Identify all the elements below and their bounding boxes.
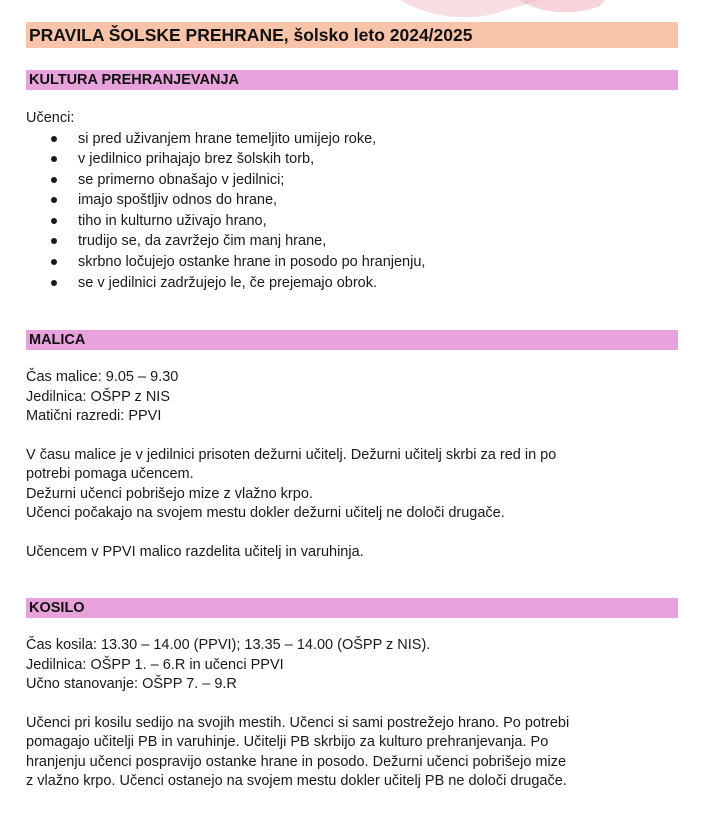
section-heading-kultura: KULTURA PREHRANJEVANJA [26, 70, 678, 90]
bullet-icon [51, 197, 57, 203]
document-page [26, 22, 678, 792]
document-title: PRAVILA ŠOLSKE PREHRANE, šolsko leto 2024/2025 [26, 22, 678, 48]
list-item: v jedilnico prihajajo brez šolskih torb, [26, 149, 678, 170]
kosilo-dining-room: Jedilnica: OŠPP 1. – 6.R in učenci PPVI [26, 656, 284, 673]
malica-dining-room: Jedilnica: OŠPP z NIS [26, 388, 170, 405]
kosilo-info [26, 636, 678, 695]
list-item: se v jedilnici zadržujejo le, če prejemajo obrok. [26, 273, 678, 294]
list-item: si pred uživanjem hrane temeljito umijejo roke, [26, 129, 678, 150]
kosilo-paragraph: Učenci pri kosilu sedijo na svojih mestih. Učenci si sami postrežejo hrano. Po potrebi pomagajo učitelji PB in varuhinje. Učitelji PB skrbijo za kulturo prehranjevanja. Po hranjenju učenci pospravijo ostanke hrane in posodo. Dežurni učenci pobrišejo mize z vlažno krpo. Učenci ostanejo na svojem mestu dokler učitelj PB ne določi drugače. [26, 714, 570, 790]
malica-time: Čas malice: 9.05 – 9.30 [26, 369, 179, 386]
malica-info [26, 368, 678, 427]
section-heading-kosilo: KOSILO [26, 598, 678, 618]
bullet-icon [51, 156, 57, 162]
bullet-icon [51, 136, 57, 142]
bullet-icon [51, 177, 57, 183]
kultura-intro: Učenci: [26, 110, 75, 126]
list-item: se primerno obnašajo v jedilnici; [26, 170, 678, 191]
list-item: skrbno ločujejo ostanke hrane in posodo po hranjenju, [26, 252, 678, 273]
bullet-icon [51, 218, 57, 224]
bullet-icon [51, 280, 57, 286]
bullet-icon [51, 259, 57, 265]
malica-ppvi-note: Učencem v PPVI malico razdelita učitelj in varuhinja. [26, 543, 364, 560]
malica-classes: Matični razredi: PPVI [26, 408, 162, 425]
list-item: tiho in kulturno uživajo hrano, [26, 211, 678, 232]
kosilo-apartment: Učno stanovanje: OŠPP 7. – 9.R [26, 676, 237, 693]
list-item: imajo spoštljiv odnos do hrane, [26, 190, 678, 211]
bullet-icon [51, 238, 57, 244]
kultura-list [26, 129, 678, 294]
kosilo-time: Čas kosila: 13.30 – 14.00 (PPVI); 13.35 – 14.00 (OŠPP z NIS). [26, 637, 431, 654]
section-heading-malica: MALICA [26, 330, 678, 350]
malica-paragraph: V času malice je v jedilnici prisoten dežurni učitelj. Dežurni učitelj skrbi za red in po potrebi pomaga učencem. Dežurni učenci pobrišejo mize z vlažno krpo. Učenci počakajo na svojem mestu dokler dežurni učitelj ne določi drugače. [26, 446, 557, 522]
list-item: trudijo se, da zavržejo čim manj hrane, [26, 231, 678, 252]
